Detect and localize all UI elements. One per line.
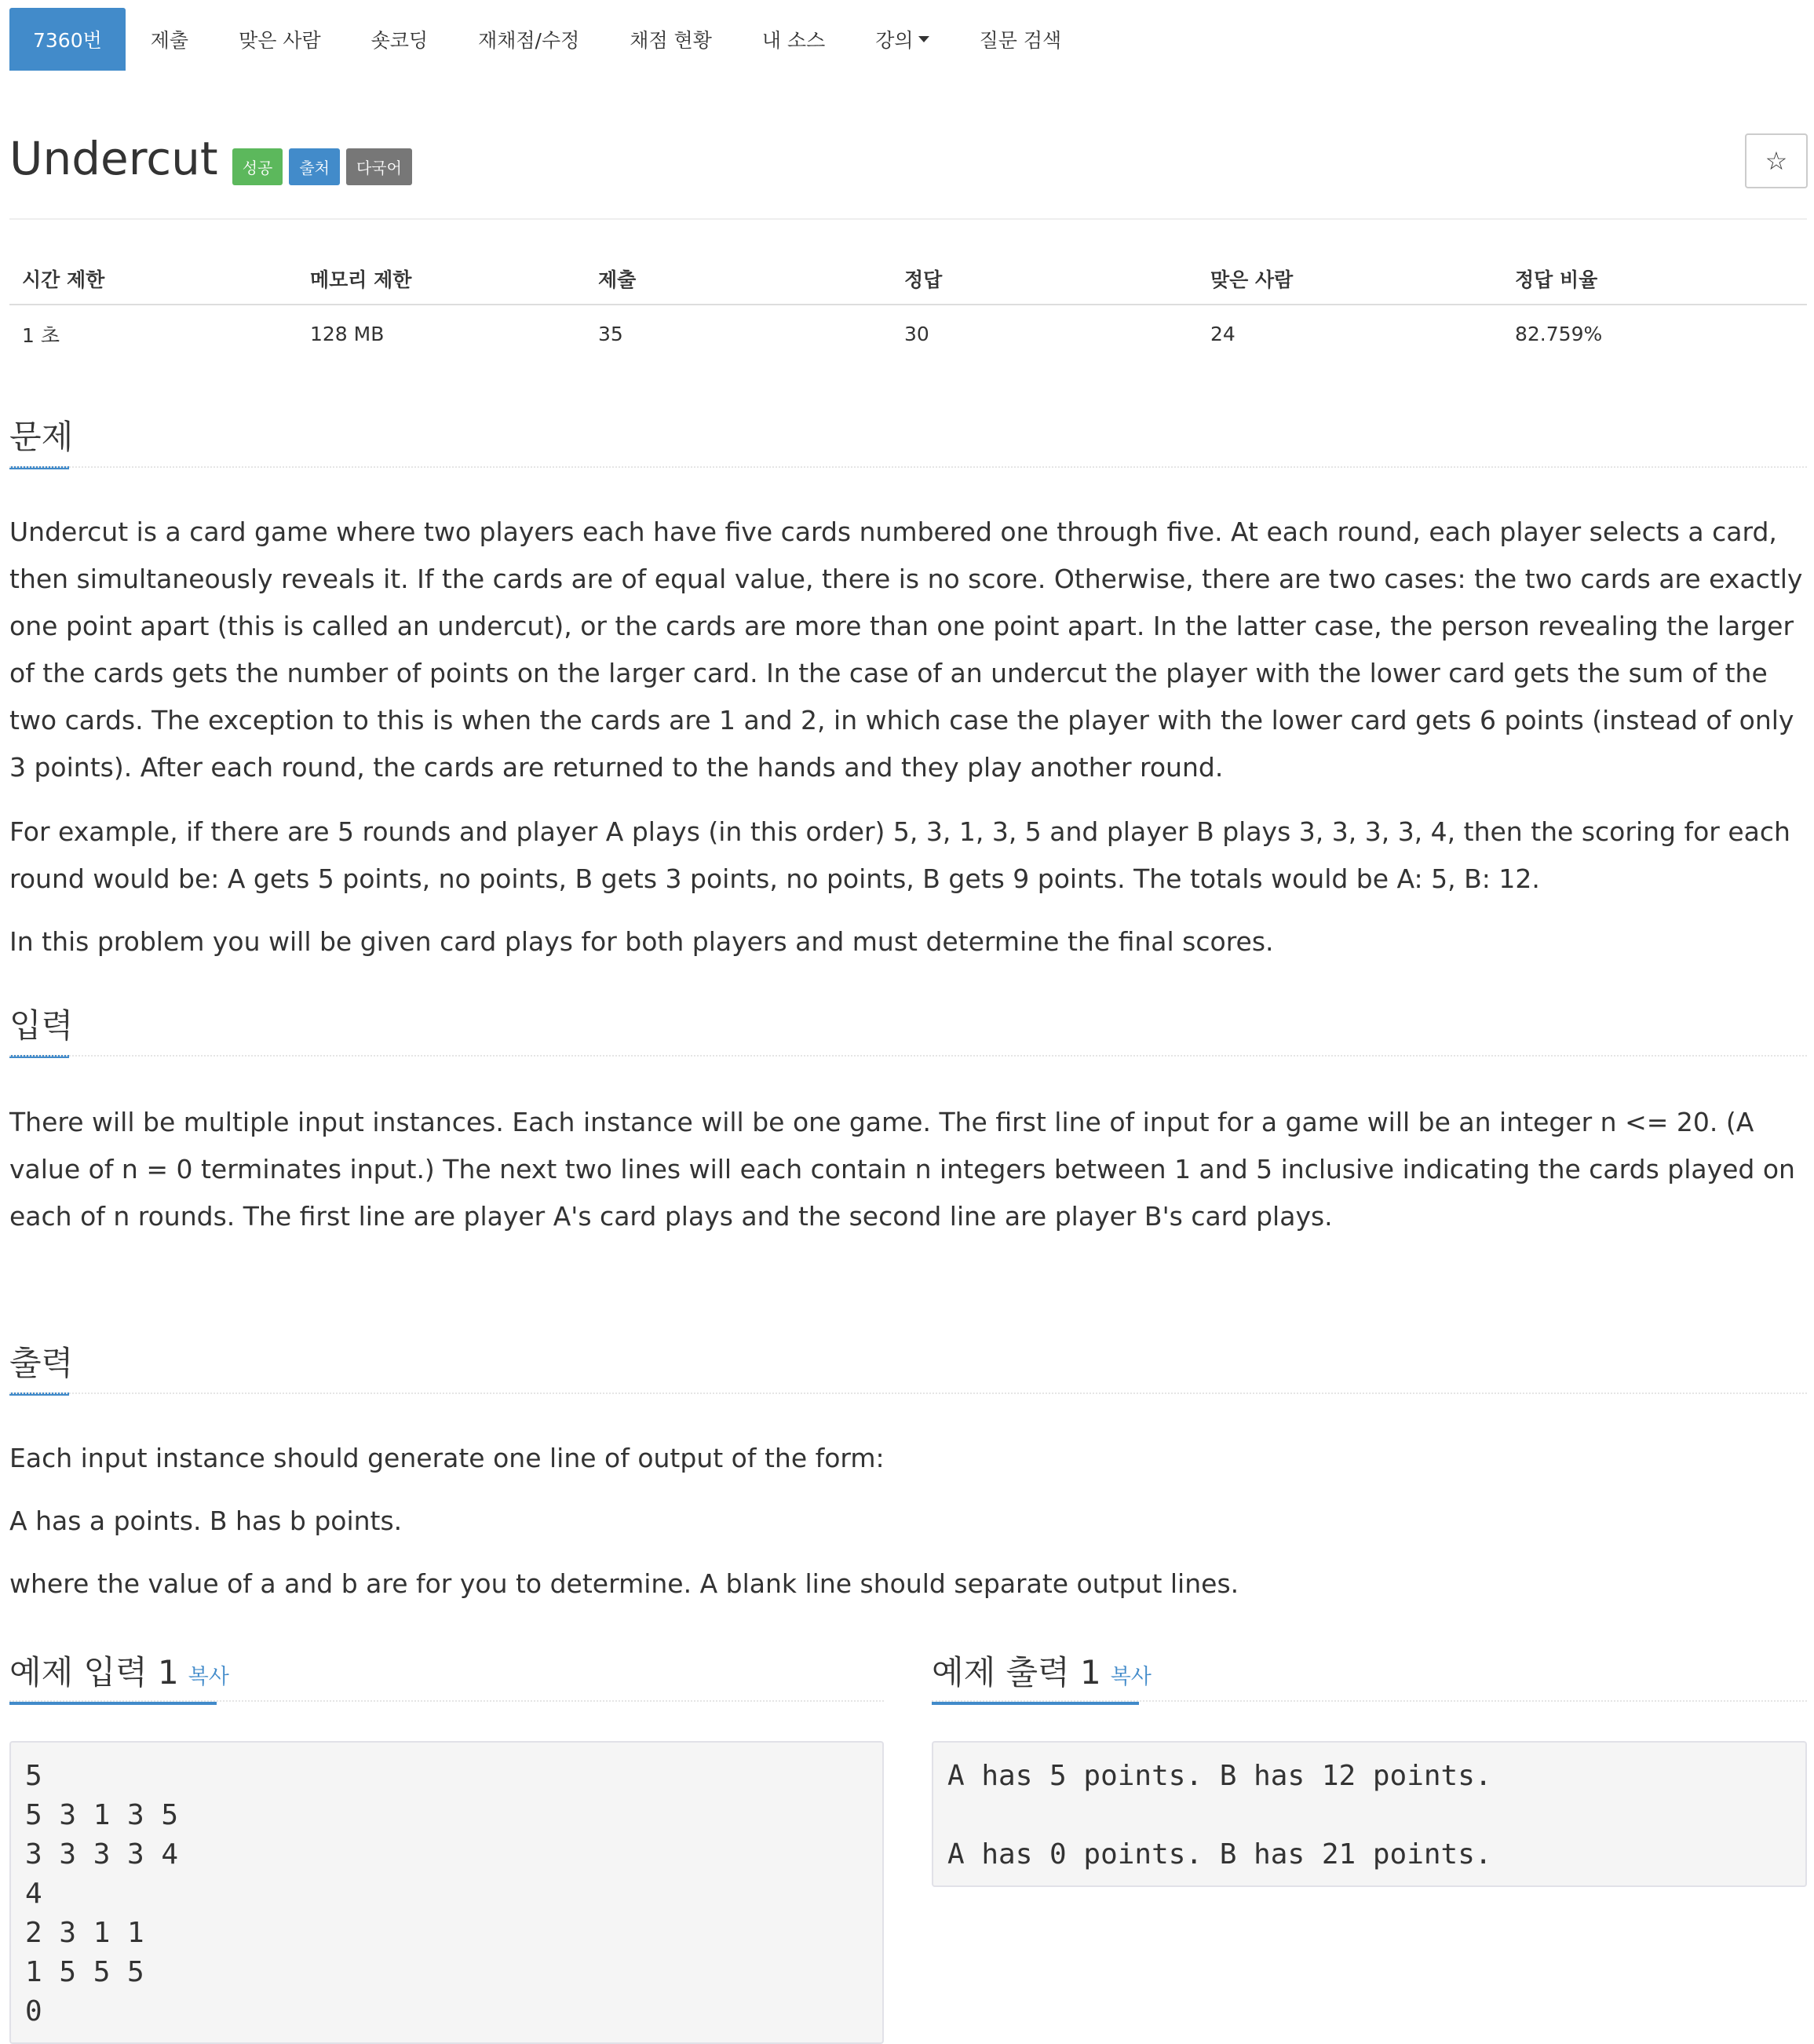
label-success[interactable]: 성공	[232, 148, 283, 185]
problem-description-1: Undercut is a card game where two players each have five cards numbered one through five. At each round, each player selects a card, then simultaneously reveals it. If the cards are of equal value, there is no score. Otherwise, there are two cases: the two cards are exactly one point apart (this is called an undercut), or the cards are more than one point apart. In the latter case, the person revealing the larger of the cards gets the number of points on the larger card. In the case of an undercut the player with the lower card gets the sum of the two cards. The exception to this is when the cards are 1 and 2, in which case the player with the lower card gets 6 points (instead of only 3 points). After each round, the cards are returned to the hands and they play another round.	[9, 516, 1803, 783]
sample-input-title	[9, 1647, 229, 1694]
sample-output-title-text: 예제 출력 1	[932, 1653, 1101, 1692]
tab-problem-number[interactable]: 7360번	[9, 8, 126, 71]
problem-nav-tabs	[9, 8, 1086, 71]
section-title-problem	[9, 411, 73, 458]
value-accepted: 30	[904, 323, 929, 345]
output-description-3: where the value of a and b are for you to determine. A blank line should separate output lines.	[9, 1568, 1239, 1599]
section-divider	[9, 1700, 884, 1702]
section-title-output	[9, 1338, 73, 1385]
tab-lecture-dropdown[interactable]	[850, 8, 954, 71]
caret-down-icon	[918, 36, 929, 42]
problem-description-3: In this problem you will be given card plays for both players and must determine the final scores.	[9, 926, 1274, 957]
tab-question-search[interactable]: 질문 검색	[979, 29, 1062, 52]
section-divider	[932, 1700, 1807, 1702]
sample-input-box[interactable]: 5 5 3 1 3 5 3 3 3 3 4 4 2 3 1 1 1 5 5 5 0	[9, 1741, 884, 2044]
copy-sample-output-link[interactable]: 복사	[1110, 1665, 1152, 1689]
table-row	[9, 305, 1807, 363]
problem-title-row	[9, 132, 418, 185]
section-title-input-text: 입력	[9, 1006, 74, 1045]
problem-info-table	[9, 253, 1807, 363]
label-source[interactable]: 출처	[289, 148, 340, 185]
section-title-problem-text: 문제	[9, 418, 74, 456]
title-divider	[9, 218, 1807, 220]
section-divider	[9, 1055, 1807, 1057]
star-icon: ☆	[1765, 147, 1788, 175]
header-solved-users: 맞은 사람	[1198, 253, 1502, 305]
value-memory-limit: 128 MB	[310, 323, 385, 345]
tab-rejudge[interactable]: 재채점/수정	[478, 29, 580, 52]
sample-output-title	[932, 1647, 1152, 1694]
problem-description-2: For example, if there are 5 rounds and player A plays (in this order) 5, 3, 1, 3, 5 and player B plays 3, 3, 3, 3, 4, then the scoring for each round would be: A gets 5 points, no points, B gets 3 points, no points, B gets 9 points. The totals would be A: 5, B: 12.	[9, 816, 1790, 894]
header-memory-limit: 메모리 제한	[297, 253, 586, 305]
value-solved-users: 24	[1210, 323, 1235, 345]
copy-sample-input-link[interactable]: 복사	[188, 1665, 229, 1689]
value-submissions: 35	[598, 323, 623, 345]
sample-input-title-text: 예제 입력 1	[9, 1653, 179, 1692]
section-underline	[9, 1702, 217, 1705]
tab-lecture-label: 강의	[875, 29, 914, 52]
tab-submit[interactable]: 제출	[150, 29, 189, 52]
section-title-output-text: 출력	[9, 1344, 74, 1382]
label-multilingual[interactable]: 다국어	[346, 148, 412, 185]
section-divider	[9, 1392, 1807, 1394]
section-divider	[9, 466, 1807, 468]
tab-status[interactable]: 채점 현황	[630, 29, 712, 52]
tab-accepted-users[interactable]: 맞은 사람	[239, 29, 321, 52]
value-accept-ratio: 82.759%	[1515, 323, 1603, 345]
output-description-1: Each input instance should generate one line of output of the form:	[9, 1443, 885, 1473]
sample-output-box[interactable]: A has 5 points. B has 12 points. A has 0 points. B has 21 points.	[932, 1741, 1807, 1887]
header-time-limit: 시간 제한	[9, 253, 297, 305]
section-underline	[932, 1702, 1139, 1705]
header-accept-ratio: 정답 비율	[1502, 253, 1807, 305]
header-submissions: 제출	[586, 253, 892, 305]
value-time-limit: 1 초	[22, 323, 60, 347]
page-title: Undercut	[9, 132, 218, 185]
favorite-star-button[interactable]	[1745, 133, 1808, 188]
tab-my-source[interactable]: 내 소스	[761, 29, 826, 52]
section-title-input	[9, 1000, 73, 1047]
input-description: There will be multiple input instances. Each instance will be one game. The first line of input for a game will be an integer n <= 20. (A value of n = 0 terminates input.) The next two lines will each contain n integers between 1 and 5 inclusive indicating the cards played on each of n rounds. The first line are player A's card plays and the second line are player B's card plays.	[9, 1107, 1795, 1232]
table-header-row	[9, 253, 1807, 305]
output-description-2: A has a points. B has b points.	[9, 1506, 403, 1536]
tab-short-coding[interactable]: 숏코딩	[370, 29, 429, 52]
header-accepted: 정답	[892, 253, 1198, 305]
